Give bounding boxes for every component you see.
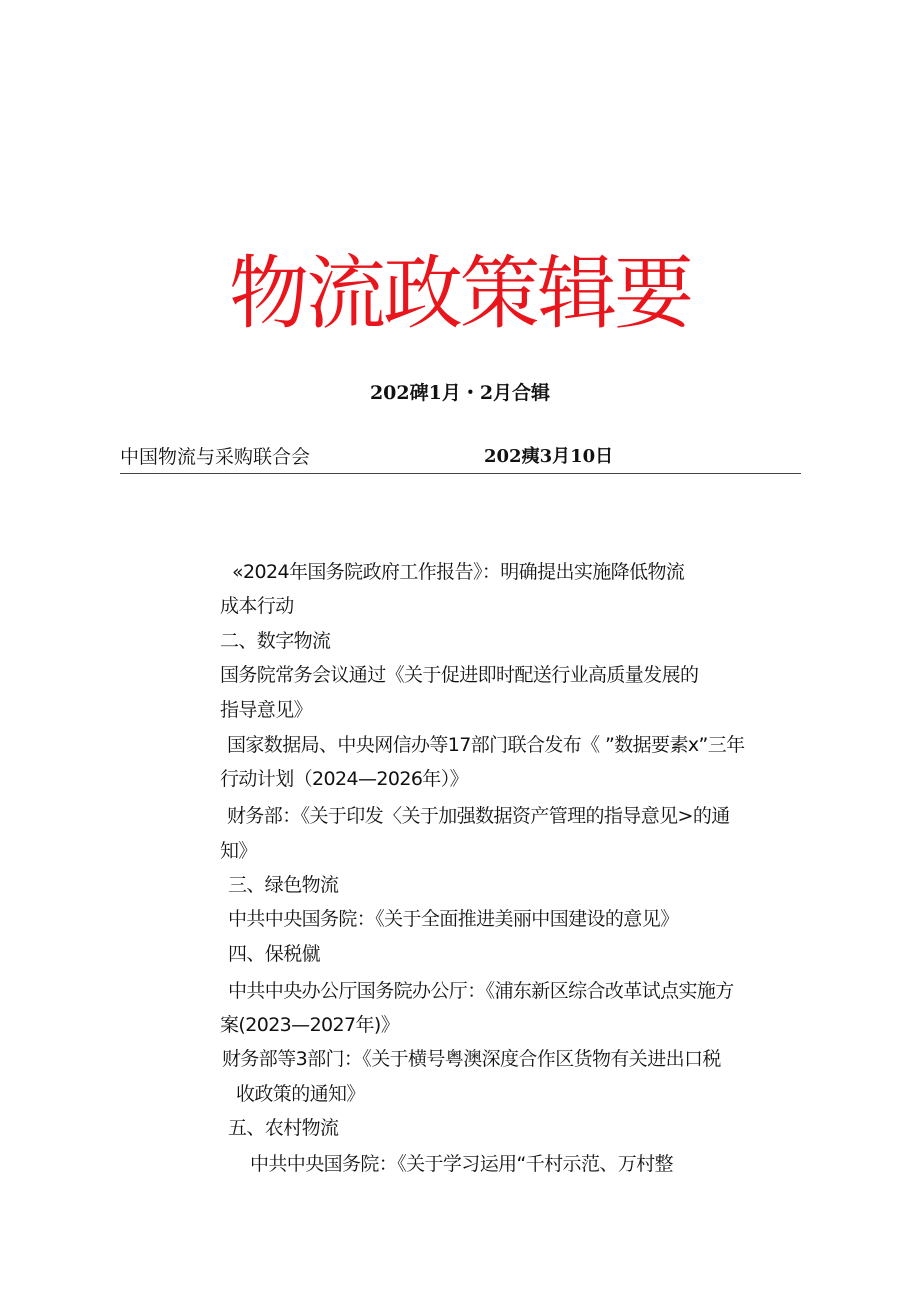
body-line: 中共中央办公厅国务院办公厅：《浦东新区综合改革试点实施方 [228, 980, 734, 1002]
body-line: 案(2023—2027年)》 [220, 1014, 400, 1036]
body-line: 财务部等3部门：《关于横号粤澳深度合作区货物有关进出口税 [222, 1048, 721, 1070]
body-line: 中共中央国务院：《关于学习运用“千村示范、万村整 [250, 1153, 673, 1175]
body-line: «2024年国务院政府工作报告》：明确提出实施降低物流 [232, 561, 685, 583]
document-subtitle: 202碑1月・2月合辑 [369, 382, 551, 404]
section-heading: 五、农村物流 [228, 1117, 339, 1139]
section-heading: 四、保税僦 [228, 943, 321, 965]
body-line: 指导意见》 [220, 699, 313, 721]
body-line: 收政策的通知》 [236, 1083, 365, 1105]
document-title: 物流政策辑要 [229, 247, 691, 340]
body-line: 知》 [220, 840, 257, 862]
body-line: 行动计划（2024—2026年）》 [220, 768, 469, 790]
publisher-name: 中国物流与采购联合会 [120, 446, 311, 468]
body-line: 国家数据局、中央网信办等17部门联合发布《 ”数据要素x”三年 [227, 734, 745, 756]
body-line: 财务部：《关于印发〈关于加强数据资产管理的指导意见>的通 [227, 805, 730, 827]
section-heading: 三、绿色物流 [228, 874, 339, 896]
body-line: 中共中央国务院：《关于全面推进美丽中国建设的意见》 [228, 908, 679, 930]
body-line: 成本行动 [220, 595, 294, 617]
publish-date: 202痍3月10日 [484, 446, 614, 467]
body-line: 国务院常务会议通过《关于促进即时配送行业高质量发展的 [220, 664, 699, 686]
section-heading: 二、数字物流 [220, 630, 331, 652]
header-divider [120, 473, 801, 474]
